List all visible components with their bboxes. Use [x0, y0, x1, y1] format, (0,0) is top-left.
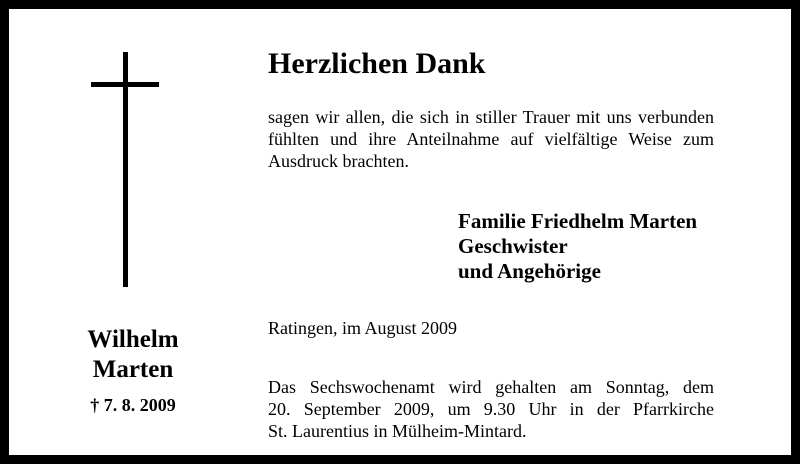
signer-line: Familie Friedhelm Marten — [458, 209, 698, 233]
notice-line: St. Laurentius in Mülheim-Mintard. — [268, 421, 527, 441]
place-date: Ratingen, im August 2009 — [268, 318, 457, 338]
deceased-name — [49, 325, 217, 385]
thanks-message — [268, 106, 714, 172]
cross-symbol-vertical — [123, 52, 128, 287]
deceased-first-name: Wilhelm — [87, 326, 179, 353]
signer-line: Geschwister — [458, 234, 568, 258]
notice-line: Das Sechswochenamt wird gehalten am Sonntag, dem — [268, 377, 714, 397]
heading: Herzlichen Dank — [268, 47, 486, 80]
cross-symbol-horizontal — [91, 82, 159, 87]
signers — [458, 209, 697, 284]
thanks-line: sagen wir allen, die sich in stiller Trauer mit uns verbunden — [268, 107, 714, 127]
thanks-line: fühlten und ihre Anteilnahme auf vielfältige Weise zum — [268, 129, 714, 149]
death-date: † 7. 8. 2009 — [90, 395, 176, 415]
obituary-card — [9, 9, 791, 455]
thanks-line: Ausdruck brachten. — [268, 151, 409, 171]
notice-line: 20. September 2009, um 9.30 Uhr in der Pfarrkirche — [268, 399, 714, 419]
mass-notice — [268, 376, 714, 442]
deceased-last-name: Marten — [92, 356, 174, 383]
signer-line: und Angehörige — [458, 259, 601, 283]
